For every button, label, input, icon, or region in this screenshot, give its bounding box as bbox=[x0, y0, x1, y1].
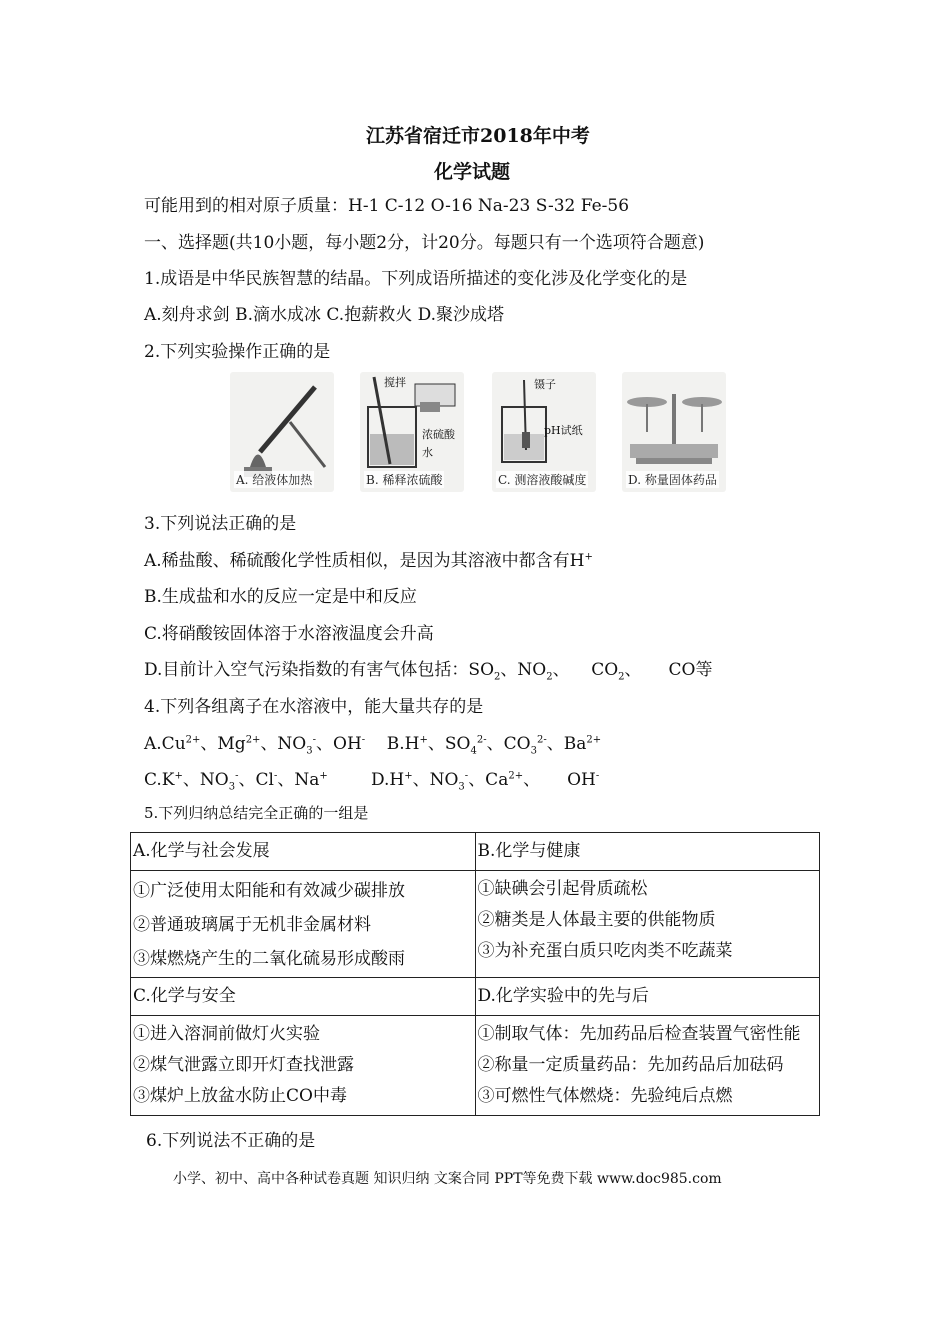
question-6-stem: 6.下列说法不正确的是 bbox=[146, 1131, 316, 1151]
question-3-option-b: B.生成盐和水的反应一定是中和反应 bbox=[144, 587, 417, 607]
ion-charge: 2- bbox=[536, 734, 547, 746]
list-item: ③可燃性气体燃烧：先验纯后点燃 bbox=[477, 1086, 733, 1106]
list-item: ①缺碘会引起骨质疏松 bbox=[477, 879, 648, 899]
table-cell-b-head: B.化学与健康 bbox=[475, 833, 820, 871]
ion-charge: + bbox=[319, 770, 328, 782]
figure-c-label-tweezers: 镊子 bbox=[534, 378, 556, 391]
table-cell-c-items bbox=[131, 1016, 476, 1116]
ion-subscript: 3 bbox=[530, 745, 537, 757]
table-cell-a-items bbox=[131, 871, 476, 978]
ion-text: 、Ca bbox=[468, 770, 509, 790]
ion-subscript: 3 bbox=[306, 745, 313, 757]
ion-subscript: 4 bbox=[470, 745, 477, 757]
ion-text: B.H bbox=[365, 734, 420, 754]
question-3-stem: 3.下列说法正确的是 bbox=[144, 514, 297, 534]
page-subtitle: 化学试题 bbox=[434, 161, 511, 183]
ion-charge: - bbox=[235, 770, 239, 782]
ion-text: 、 OH bbox=[523, 770, 596, 790]
ion-charge: 2+ bbox=[508, 770, 524, 782]
list-item: ③煤燃烧产生的二氧化硫易形成酸雨 bbox=[133, 949, 405, 969]
ion-subscript: 3 bbox=[458, 781, 465, 793]
question-4-options-cd bbox=[144, 765, 600, 793]
ion-charge: + bbox=[404, 770, 413, 782]
question-4-options-ab bbox=[144, 729, 602, 757]
question-3-option-d: D.目前计入空气污染指数的有害气体包括：$SO_2$、$NO_2$、 $CO_2$、 CO等 bbox=[144, 660, 713, 683]
ion-charge: 2+ bbox=[185, 734, 201, 746]
table-cell-b-items bbox=[475, 871, 820, 978]
ion-text: 、CO bbox=[486, 734, 531, 754]
list-item: ②普通玻璃属于无机非金属材料 bbox=[133, 915, 371, 935]
ion-charge: 2- bbox=[476, 734, 487, 746]
summary-table bbox=[130, 832, 820, 1116]
list-item: ①制取气体：先加药品后检查装置气密性能 bbox=[477, 1024, 801, 1044]
ion-charge: + bbox=[174, 770, 183, 782]
question-3-option-a: A.稀盐酸、稀硫酸化学性质相似，是因为其溶液中都含有H+ bbox=[144, 551, 593, 571]
figure-b-label-stir: 搅拌 bbox=[384, 376, 406, 389]
figure-c-caption: C. 测溶液酸碱度 bbox=[498, 473, 587, 487]
figure-c-label-ph-paper: pH试纸 bbox=[544, 424, 583, 437]
figure-d-caption: D. 称量固体药品 bbox=[628, 473, 717, 487]
ion-text: 、NO bbox=[260, 734, 307, 754]
list-item: ③为补充蛋白质只吃肉类不吃蔬菜 bbox=[477, 941, 733, 961]
ion-charge: 2+ bbox=[245, 734, 261, 746]
ion-text: 、Na bbox=[277, 770, 320, 790]
figure-b-label-acid: 浓硫酸 bbox=[422, 428, 455, 441]
ion-text: 、Mg bbox=[200, 734, 246, 754]
table-cell-c-head: C.化学与安全 bbox=[131, 978, 476, 1016]
figure-c bbox=[492, 372, 596, 492]
ion-subscript: 3 bbox=[228, 781, 236, 793]
question-1-stem: 1.成语是中华民族智慧的结晶。下列成语所描述的变化涉及化学变化的是 bbox=[144, 269, 688, 289]
ion-text: D.H bbox=[327, 770, 405, 790]
ion-text: 、NO bbox=[412, 770, 459, 790]
question-1-options: A.刻舟求剑 B.滴水成冰 C.抱薪救火 D.聚沙成塔 bbox=[144, 305, 505, 325]
question-2-stem: 2.下列实验操作正确的是 bbox=[144, 342, 331, 362]
ion-text: 、Cl bbox=[238, 770, 274, 790]
ion-text: 、Ba bbox=[546, 734, 587, 754]
figure-d bbox=[622, 372, 726, 492]
ion-text: 、NO bbox=[182, 770, 229, 790]
list-item: ②糖类是人体最主要的供能物质 bbox=[477, 910, 716, 930]
ion-text: C.K bbox=[144, 770, 175, 790]
list-item: ②煤气泄露立即开灯查找泄露 bbox=[133, 1055, 354, 1075]
section-heading: 一、选择题(共10小题，每小题2分，计20分。每题只有一个选项符合题意) bbox=[144, 233, 705, 253]
page-title: 江苏省宿迁市2018年中考 bbox=[366, 125, 590, 147]
figure-b bbox=[360, 372, 464, 492]
ion-charge: - bbox=[595, 770, 600, 782]
ion-charge: - bbox=[312, 734, 317, 746]
ion-charge: + bbox=[419, 734, 428, 746]
ion-charge: 2+ bbox=[586, 734, 602, 746]
question-4-stem: 4.下列各组离子在水溶液中，能大量共存的是 bbox=[144, 697, 484, 717]
question-3-option-c: C.将硝酸铵固体溶于水溶液温度会升高 bbox=[144, 624, 434, 644]
question-5-stem: 5.下列归纳总结完全正确的一组是 bbox=[144, 804, 369, 822]
ion-charge: - bbox=[464, 770, 469, 782]
figure-b-label-water: 水 bbox=[422, 446, 433, 459]
ion-text: A.Cu bbox=[144, 734, 186, 754]
table-cell-d-head: D.化学实验中的先与后 bbox=[475, 978, 820, 1016]
list-item: ②称量一定质量药品：先加药品后加砝码 bbox=[477, 1055, 784, 1075]
list-item: ①广泛使用太阳能和有效减少碳排放 bbox=[133, 881, 405, 901]
ion-charge: - bbox=[273, 770, 278, 782]
ion-text: 、OH bbox=[316, 734, 362, 754]
figure-a-caption: A. 给液体加热 bbox=[236, 473, 313, 487]
table-cell-d-items bbox=[475, 1016, 820, 1116]
list-item: ③煤炉上放盆水防止CO中毒 bbox=[133, 1086, 347, 1106]
page-footer: 小学、初中、高中各种试卷真题 知识归纳 文案合同 PPT等免费下载 www.doc985.com bbox=[173, 1171, 722, 1187]
atomic-masses: 可能用到的相对原子质量：H-1 C-12 O-16 Na-23 S-32 Fe-56 bbox=[144, 196, 630, 216]
list-item: ①进入溶洞前做灯火实验 bbox=[133, 1024, 320, 1044]
figure-a bbox=[230, 372, 334, 492]
ion-text: 、SO bbox=[427, 734, 471, 754]
ion-charge: - bbox=[361, 734, 366, 746]
table-cell-a-head: A.化学与社会发展 bbox=[131, 833, 476, 871]
figure-b-caption: B. 稀释浓硫酸 bbox=[366, 473, 443, 487]
